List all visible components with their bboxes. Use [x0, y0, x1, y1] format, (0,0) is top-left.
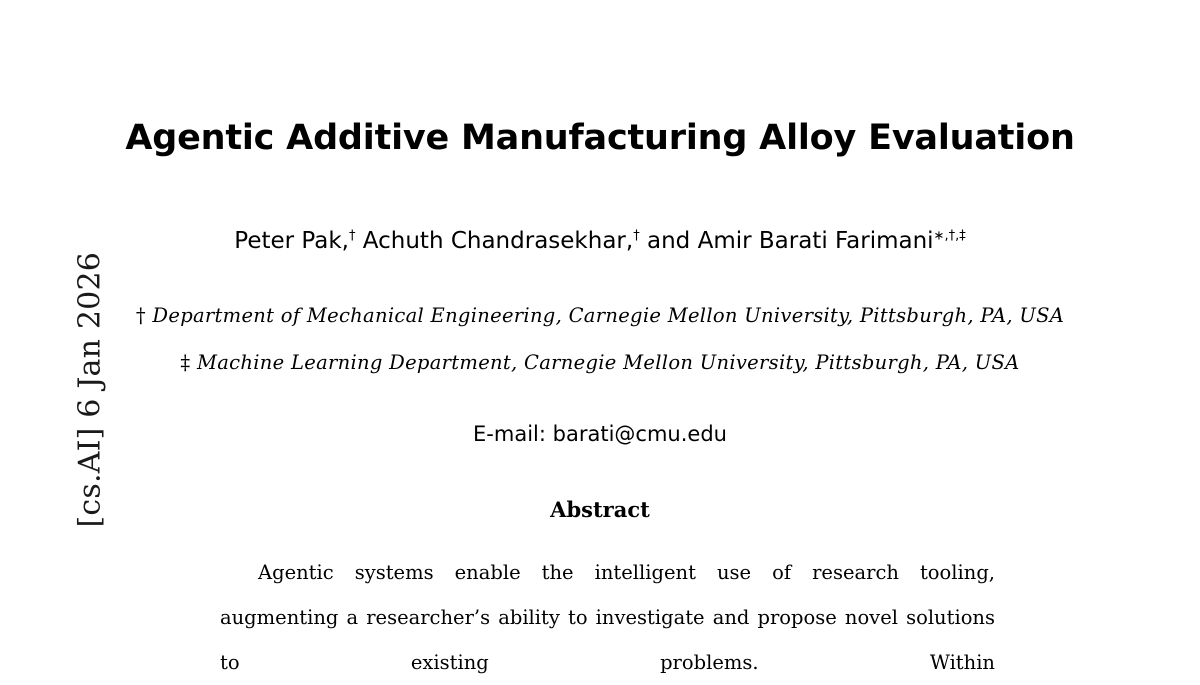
- author-1-name: Peter Pak,: [234, 228, 349, 254]
- contact-email: [90, 422, 1110, 446]
- affiliation-2-marker: ‡: [180, 351, 191, 374]
- abstract-paragraph: Agentic systems enable the intelligent use of research tooling, augmenting a researcher’s ability to investigate and propose novel solutions to existing problems. Within: [220, 561, 995, 674]
- author-1-affiliation-marker: †: [348, 228, 356, 244]
- author-2-name: Achuth Chandrasekhar,: [355, 228, 634, 254]
- affiliation-2-text: Machine Learning Department, Carnegie Mellon University, Pittsburgh, PA, USA: [196, 351, 1020, 374]
- author-list: [90, 228, 1110, 254]
- email-address[interactable]: barati@cmu.edu: [552, 422, 727, 446]
- page-title: Agentic Additive Manufacturing Alloy Evaluation: [125, 118, 1075, 158]
- email-label: E-mail:: [473, 422, 546, 446]
- affiliation-1-marker: †: [135, 304, 146, 327]
- arxiv-stamp-label: [cs.AI] 6 Jan 2026: [72, 251, 108, 528]
- affiliation-1-text: Department of Mechanical Engineering, Carnegie Mellon University, Pittsburgh, PA, USA: [152, 304, 1065, 327]
- affiliation-2: [90, 351, 1110, 374]
- author-2-affiliation-marker: †: [633, 228, 640, 244]
- arxiv-stamp: [0, 0, 108, 648]
- author-3-affiliation-marker: ∗,†,‡: [933, 228, 966, 244]
- affiliation-1: [90, 304, 1110, 327]
- abstract-heading: Abstract: [550, 497, 650, 522]
- paper-first-page: [90, 0, 1200, 674]
- author-3-name: and Amir Barati Farimani: [639, 228, 934, 254]
- abstract-body: [220, 550, 995, 685]
